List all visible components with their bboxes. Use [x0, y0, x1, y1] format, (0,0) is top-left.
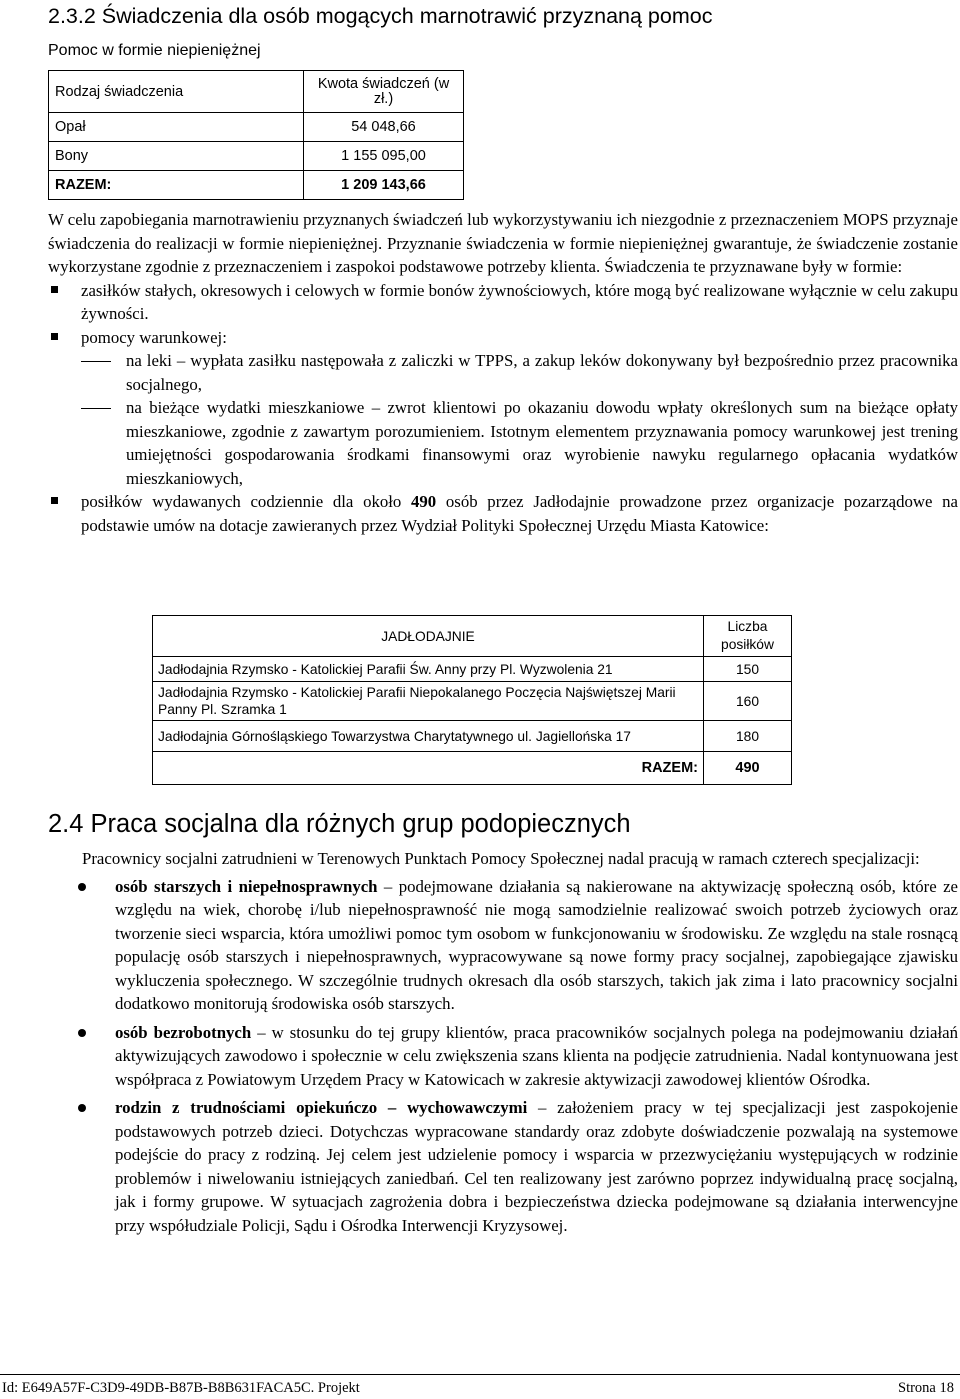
table-row: [49, 142, 464, 171]
dash-bullet-icon: [81, 408, 111, 409]
list-item-text: na leki – wypłata zasiłku następowała z zaliczki w TPPS, a zakup leków dokonywany był bezpośrednio przez pracownika socjalnego,: [126, 351, 958, 394]
benefits-table: [48, 70, 464, 200]
table-row: [153, 682, 792, 721]
footer-page-number: Strona 18: [898, 1380, 954, 1396]
section-2-3-2-body: [48, 208, 958, 537]
total-label: RAZEM:: [49, 171, 304, 200]
table-header-row: [153, 616, 792, 657]
specialization-title: rodzin z trudnościami opiekuńczo – wychowawczymi: [115, 1098, 528, 1117]
cell-value: 160: [704, 682, 792, 721]
list-item-text: zasiłków stałych, okresowych i celowych w formie bonów żywnościowych, które mogą być realizowane wyłącznie w celu zakupu żywności.: [81, 280, 958, 323]
square-bullet-icon: [51, 286, 58, 293]
specialization-title: osób starszych i niepełnosprawnych: [115, 876, 378, 896]
column-header-type: Rodzaj świadczenia: [49, 71, 304, 113]
meals-count: 490: [411, 492, 437, 511]
total-value: 490: [704, 752, 792, 785]
footer-document-id: Id: E649A57F-C3D9-49DB-B87B-B8B631FACA5C. Projekt: [2, 1380, 360, 1396]
table-total-row: [153, 752, 792, 785]
specialization-title: osób bezrobotnych: [115, 1022, 252, 1042]
dash-bullet-icon: [81, 361, 111, 362]
list-item-text-pre: posiłków wydawanych codziennie dla około: [81, 492, 412, 511]
list-item: [81, 396, 958, 490]
paragraph: W celu zapobiegania marnotrawieniu przyznanych świadczeń lub wykorzystywaniu ich niezgodnie z przeznaczeniem MOPS przyznaje świadczenia do realizacji w formie niepieniężnej. Przyznanie świadczenia w formie niepieniężnej gwarantuje, że świadczenie zostanie wykorzystane zgodnie z przeznaczeniem i zaspokoi podstawowe potrzeby klienta. Świadczenia te przyznawane były w formie:: [48, 210, 958, 276]
cell-value: 54 048,66: [304, 113, 464, 142]
list-item: [48, 875, 958, 1016]
table-row: [153, 657, 792, 682]
table-header-row: [49, 71, 464, 113]
list-item: [48, 279, 958, 326]
specializations-list: [48, 875, 958, 1238]
specialization-text: – założeniem pracy w tej specjalizacji jest zaspokojenie podstawowych potrzeb dzieci. Dotychczas wypracowane standardy oraz zdobyte doświadczenie pozwalają na systemowe podejście do pracy z rodziną. Jej celem jest udzielenie pomocy i wsparcia w przezwyciężaniu występujących w rodzinie problemów i niwelowaniu istniejących zaniedbań. Cel ten realizowany jest zarówno poprzez indywidualną pracę socjalną, jak i formy grupowe. W sytuacjach zagrożenia dobra i bezpieczeństwa dziecka podejmowane są działania interwencyjne przy współudziale Policji, Sądu i Ośrodka Interwencji Kryzysowej.: [115, 1098, 958, 1235]
list-item: [48, 490, 958, 537]
cell-name: Jadłodajnia Rzymsko - Katolickiej Parafii Św. Anny przy Pl. Wyzwolenia 21: [153, 657, 704, 682]
footer-divider: [0, 1374, 960, 1375]
list-item: [48, 326, 958, 491]
total-label: RAZEM:: [153, 752, 704, 785]
square-bullet-icon: [51, 497, 58, 504]
square-bullet-icon: [51, 333, 58, 340]
conditional-aid-list: [81, 349, 958, 490]
round-bullet-icon: [78, 883, 86, 891]
list-item-text: na bieżące wydatki mieszkaniowe – zwrot klientowi po okazaniu dowodu wpłaty określonych sum na bieżące opłaty mieszkaniowe, zgodnie z zawartym porozumieniem. Istotnym elementem przyznawania pomocy warunkowej jest trening umiejętności gospodarowania środkami finansowymi oraz wyrobienie nawyku regularnego opłacania wydatków mieszkaniowych,: [126, 398, 958, 488]
round-bullet-icon: [78, 1029, 86, 1037]
cell-name: Jadłodajnia Górnośląskiego Towarzystwa Charytatywnego ul. Jagiellońska 17: [153, 721, 704, 752]
column-header-amount: Kwota świadczeń (w zł.): [304, 71, 464, 113]
section-heading-2-3-2: 2.3.2 Świadczenia dla osób mogących marnotrawić przyznaną pomoc: [48, 4, 713, 28]
table-total-row: [49, 171, 464, 200]
list-item: [48, 1021, 958, 1092]
cell-value: 180: [704, 721, 792, 752]
specialization-text: – w stosunku do tej grupy klientów, praca pracowników socjalnych polega na podejmowaniu działań aktywizujących zawodowo i społecznie w celu zwiększenia szans klienta na podjęcie zatrudnienia. Nadal kontynuowana jest współpraca z Powiatowym Urzędem Pracy w Katowicach w zakresie aktywizacji zawodowej klientów Ośrodka.: [115, 1022, 958, 1089]
list-item-text-post: osób przez Jadłodajnie prowadzone przez organizacje pozarządowe na podstawie umów na dotacje zawieranych przez Wydział Polityki Społecznej Urzędu Miasta Katowice:: [81, 492, 958, 535]
column-header-meals: Liczba posiłków: [704, 616, 792, 657]
paragraph-intro: Pracownicy socjalni zatrudnieni w Terenowych Punktach Pomocy Społecznej nadal pracują w ramach czterech specjalizacji:: [82, 849, 920, 868]
cell-name: Opał: [49, 113, 304, 142]
list-item: [81, 349, 958, 396]
cell-name: Bony: [49, 142, 304, 171]
benefit-forms-list: [48, 279, 958, 538]
soup-kitchens-table: [152, 615, 792, 785]
cell-name: Jadłodajnia Rzymsko - Katolickiej Parafii Niepokalanego Poczęcia Najświętszej Marii Panny Pl. Szramka 1: [153, 682, 704, 721]
column-header-kitchens: JADŁODAJNIE: [153, 616, 704, 657]
section-heading-2-4: 2.4 Praca socjalna dla różnych grup podopiecznych: [48, 810, 631, 838]
subheading-non-cash-aid: Pomoc w formie niepieniężnej: [48, 42, 261, 59]
list-item: [48, 1096, 958, 1237]
total-value: 1 209 143,66: [304, 171, 464, 200]
section-2-4-body: [48, 847, 958, 1242]
table-row: [49, 113, 464, 142]
table-row: [153, 721, 792, 752]
cell-value: 150: [704, 657, 792, 682]
specialization-text: – podejmowane działania są nakierowane na aktywizację społeczną osób, które ze względu na wiek, chorobę i/lub niepełnosprawność nie mogą samodzielnie realizować swoich potrzeb życiowych oraz tworzenie sieci wsparcia, która umożliwi pomoc tym osobom w funkcjonowaniu w środowisku. Ze względu na stale rosnącą populację osób starszych i niepełnosprawnych, wypracowywane są nowe formy pracy socjalnej, zapobiegające zjawisku wykluczenia społecznego. W szczególnie trudnych okresach dla osób starszych, takich jak zima i lato pracownicy socjalni dodatkowo monitorują środowiska osób starszych.: [115, 876, 958, 1013]
list-item-text: pomocy warunkowej:: [81, 327, 227, 347]
cell-value: 1 155 095,00: [304, 142, 464, 171]
round-bullet-icon: [78, 1104, 86, 1112]
